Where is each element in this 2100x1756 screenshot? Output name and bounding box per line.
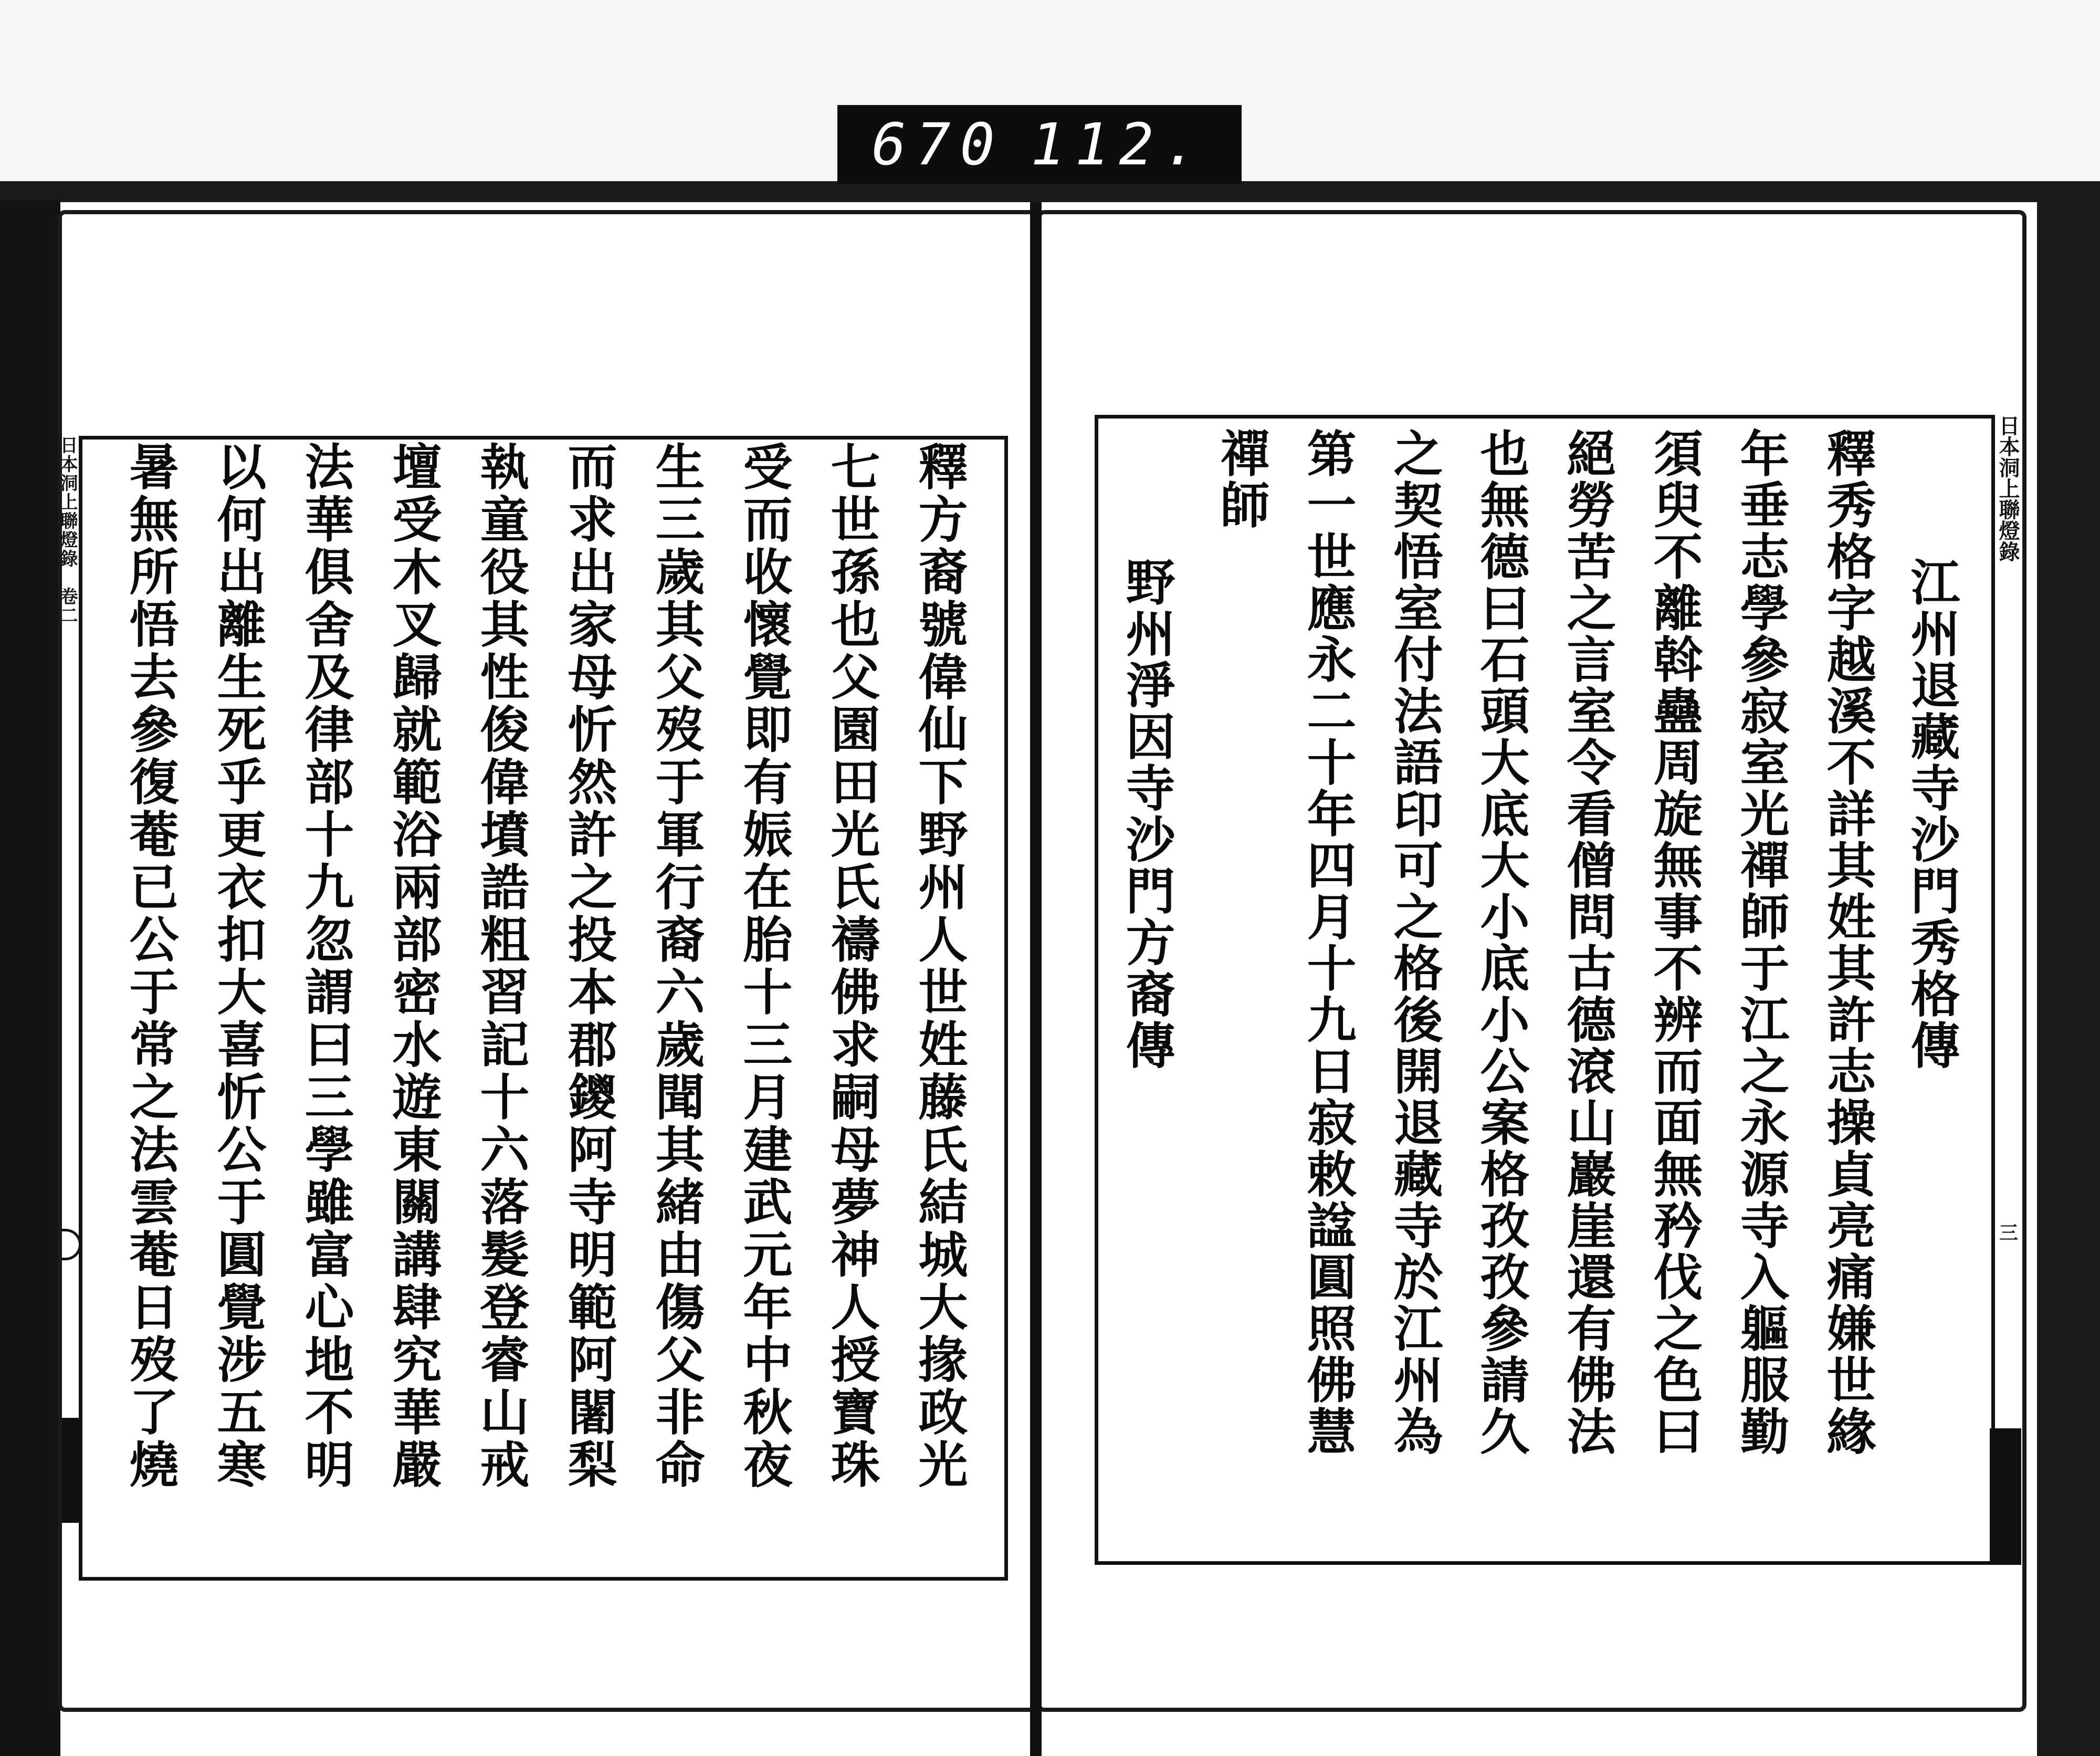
left-text-column-7: 壇受木叉歸就範浴兩部密水遊東關講肆究華嚴 bbox=[384, 441, 442, 1491]
right-title-column: 江州退藏寺沙門秀格傳 bbox=[1902, 557, 1960, 1071]
catalog-number-left: 670 bbox=[872, 111, 1004, 178]
right-book-edge bbox=[2037, 200, 2100, 1756]
right-text-column-4: 絕勞苦之言室令看僧問古德滾山巖崖還有佛法 bbox=[1558, 428, 1616, 1457]
left-text-column-6: 執童役其性俊偉墳誥粗習記十六落髮登睿山戒 bbox=[471, 441, 529, 1491]
right-margin-header: 日本洞上聯燈錄 bbox=[1996, 415, 2020, 562]
left-text-column-8: 法華俱舍及律部十九忽謂曰三學雖富心地不明 bbox=[296, 441, 354, 1491]
catalog-label bbox=[837, 105, 1242, 184]
right-folio-number: 三 bbox=[1999, 1222, 2018, 1244]
right-next-title-column: 野州淨因寺沙門方裔傳 bbox=[1117, 557, 1175, 1071]
left-text-column-10: 暑無所悟去參復菴已公于常之法雲菴日歿了燒 bbox=[121, 441, 178, 1491]
right-text-column-2: 年垂志學參寂室光禪師于江之永源寺入軀服勤 bbox=[1731, 428, 1789, 1457]
right-spine-block bbox=[1990, 1428, 2021, 1565]
left-text-column-5: 而求出家母忻然許之投本郡鑁阿寺明範阿闍梨 bbox=[559, 441, 617, 1491]
catalog-number-right: 112. bbox=[1030, 111, 1208, 178]
left-text-column-4: 生三歲其父歿于軍行裔六歲聞其緒由傷父非命 bbox=[647, 441, 705, 1491]
left-text-column-3: 受而收懷覺即有娠在胎十三月建武元年中秋夜 bbox=[734, 441, 792, 1491]
left-text-column-9: 以何出離生死乎更衣扣大喜忻公于圓覺涉五寒 bbox=[208, 441, 266, 1491]
book-gutter bbox=[1030, 202, 1042, 1756]
right-text-column-7: 第一世應永二十年四月十九日寂敕諡圓照佛慧 bbox=[1298, 428, 1356, 1457]
left-spine-block bbox=[62, 1418, 79, 1523]
left-text-column-2: 七世孫也父園田光氏禱佛求嗣母夢神人授寶珠 bbox=[822, 441, 880, 1491]
left-book-edge bbox=[0, 200, 60, 1756]
left-margin-header: 日本洞上聯燈錄 卷二 bbox=[57, 436, 78, 625]
right-text-column-5: 也無德曰石頭大底大小底小公案格孜孜參請久 bbox=[1472, 428, 1529, 1457]
left-text-column-1: 釋方裔號偉仙下野州人世姓藤氏結城大掾政光 bbox=[910, 441, 968, 1491]
right-text-column-3: 須臾不離斡蠱周旋無事不辨而面無矜伐之色曰 bbox=[1645, 428, 1703, 1457]
scanner-band bbox=[0, 181, 2100, 202]
right-text-column-6: 之契悟室付法語印可之格後開退藏寺於江州為 bbox=[1385, 428, 1443, 1457]
right-text-column-1: 釋秀格字越溪不詳其姓其許志操貞亮痛嫌世緣 bbox=[1818, 428, 1876, 1457]
right-text-column-8: 禪師 bbox=[1212, 428, 1269, 531]
